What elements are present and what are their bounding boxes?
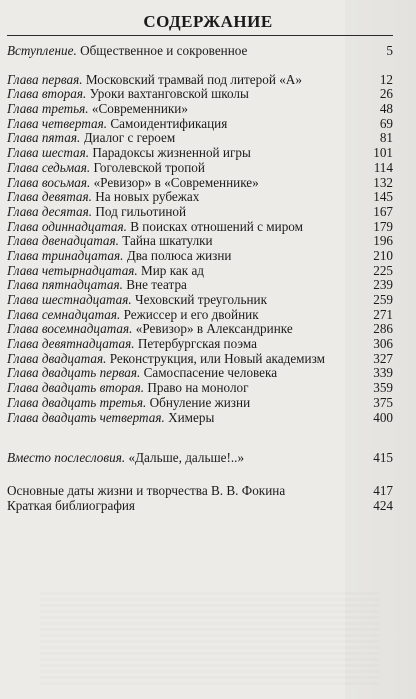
toc-chapter-row [7,249,393,264]
chapter-page: 225 [373,262,393,278]
chapter-title: Реконструкция, или Новый академизм [109,351,325,366]
chapter-title: Гоголевской тропой [93,160,205,175]
chapter-page: 259 [373,292,393,307]
toc-chapter-row [7,264,393,279]
chapter-title: «Современники» [91,102,188,117]
chapter-title: Петербургская поэма [137,337,258,352]
toc-chapter-row [7,381,393,396]
chapter-page: 101 [373,145,393,161]
toc-chapter-row [7,396,393,411]
chapter-page: 327 [373,350,393,366]
toc-chapter-row [7,278,393,293]
chapter-label: Глава двадцать первая. [7,365,141,381]
chapter-label: Глава пятнадцатая. [7,277,123,293]
chapter-label: Глава пятая. [7,130,81,146]
chapter-label: Глава седьмая. [7,159,91,175]
chapter-page: 306 [373,336,393,352]
chapter-title: Парадоксы жизненной игры [92,146,251,161]
chapter-label: Глава третья. [7,101,89,117]
chapter-page: 210 [373,247,393,263]
chapter-label: Глава двадцатая. [7,350,107,366]
chapter-title: «Ревизор» в «Современнике» [93,175,259,190]
toc-intro [7,44,393,59]
chapter-label: Глава четвертая. [7,115,108,131]
toc-chapter-row [7,176,393,191]
toc-chapter-row [7,161,393,176]
chapter-page: 145 [373,189,393,205]
toc-chapter-row [7,308,393,323]
chapter-title: Обнуление жизни [149,395,251,410]
chapter-label: Глава первая. [7,71,83,87]
chapter-page: 271 [373,306,393,322]
toc-chapter-row [7,293,393,308]
chapter-label: Глава девятнадцатая. [7,336,135,352]
chapter-label: Глава двадцать вторая. [7,380,145,396]
chapter-page: 375 [373,394,393,410]
chapter-title: В поисках отношений с миром [130,219,303,234]
chapter-title: Самоидентификация [110,116,228,131]
table-of-contents [7,44,393,513]
chapter-page: 339 [373,365,393,381]
chapter-title: Диалог с героем [83,131,176,146]
chapter-page: 114 [373,159,393,175]
chapter-title: Мир как ад [141,263,205,278]
chapter-page: 12 [379,71,393,87]
chapter-page: 81 [379,130,393,146]
toc-chapter-row [7,337,393,352]
entry-title: Общественное и сокровенное [80,44,248,58]
spacer [7,425,393,451]
chapter-page: 167 [373,203,393,219]
toc-chapter-row [7,205,393,220]
heading-rule [7,35,393,36]
chapter-title: Московский трамвай под литерой «А» [85,72,302,87]
chapter-page: 132 [373,174,393,190]
chapter-title: Уроки вахтанговской школы [89,87,249,102]
chapter-page: 196 [373,233,393,249]
chapter-page: 359 [373,380,393,396]
chapter-label: Глава восемнадцатая. [7,321,133,337]
entry-page: 424 [373,497,393,513]
chapter-page: 400 [373,409,393,425]
chapter-page: 48 [379,101,393,117]
toc-chapter-row [7,117,393,132]
toc-appendix-bibliography [7,499,393,514]
chapter-title: Химеры [168,410,215,425]
chapter-label: Глава вторая. [7,86,87,102]
toc-chapter-row [7,146,393,161]
toc-chapter-row [7,190,393,205]
entry-label: Вступление. [7,43,77,58]
chapter-page: 286 [373,321,393,337]
entry-title: Краткая библиография [7,498,135,513]
chapter-title: Право на монолог [147,381,249,396]
chapter-label: Глава тринадцатая. [7,247,124,263]
toc-chapter-row [7,73,393,88]
toc-chapter-row [7,234,393,249]
chapter-label: Глава семнадцатая. [7,306,121,322]
chapter-title: Режиссер и его двойник [123,307,259,322]
chapter-label: Глава шестнадцатая. [7,292,132,307]
toc-chapter-row [7,102,393,117]
toc-chapter-row [7,131,393,146]
chapter-title: Вне театра [126,278,187,293]
toc-chapter-row [7,366,393,381]
chapter-page: 69 [379,115,393,131]
chapter-label: Глава двадцать четвертая. [7,409,165,425]
toc-appendix-dates [7,484,393,499]
spacer [7,59,393,73]
chapter-page: 239 [373,277,393,293]
toc-afterword [7,451,393,466]
entry-title: Основные даты жизни и творчества В. В. Фокина [7,483,286,498]
chapter-page: 26 [379,86,393,102]
chapter-label: Глава двенадцатая. [7,233,119,249]
entry-label: Вместо послесловия. [7,450,126,466]
chapter-page: 179 [373,218,393,234]
toc-chapter-row [7,352,393,367]
chapter-label: Глава двадцать третья. [7,394,147,410]
chapter-title: Два полюса жизни [126,248,232,263]
page-texture [40,590,380,685]
chapter-label: Глава шестая. [7,145,90,161]
entry-page: 417 [373,482,393,498]
toc-heading: СОДЕРЖАНИЕ [143,12,273,31]
chapter-title: На новых рубежах [95,190,200,205]
entry-page: 5 [386,43,393,58]
chapter-label: Глава одиннадцатая. [7,218,127,234]
entry-page: 415 [373,450,393,466]
spacer [7,466,393,484]
toc-chapter-row [7,87,393,102]
chapter-list [7,73,393,426]
chapter-label: Глава четырнадцатая. [7,262,138,278]
chapter-title: «Ревизор» в Александринке [135,322,293,337]
chapter-label: Глава девятая. [7,189,92,205]
toc-chapter-row [7,220,393,235]
chapter-label: Глава десятая. [7,203,93,219]
chapter-label: Глава восьмая. [7,174,91,190]
toc-chapter-row [7,411,393,426]
entry-title: «Дальше, дальше!..» [128,451,245,466]
chapter-title: Самоспасение человека [143,366,278,381]
chapter-title: Чеховский треугольник [135,293,268,307]
toc-chapter-row [7,322,393,337]
chapter-title: Тайна шкатулки [122,234,213,249]
chapter-title: Под гильотиной [95,204,187,219]
